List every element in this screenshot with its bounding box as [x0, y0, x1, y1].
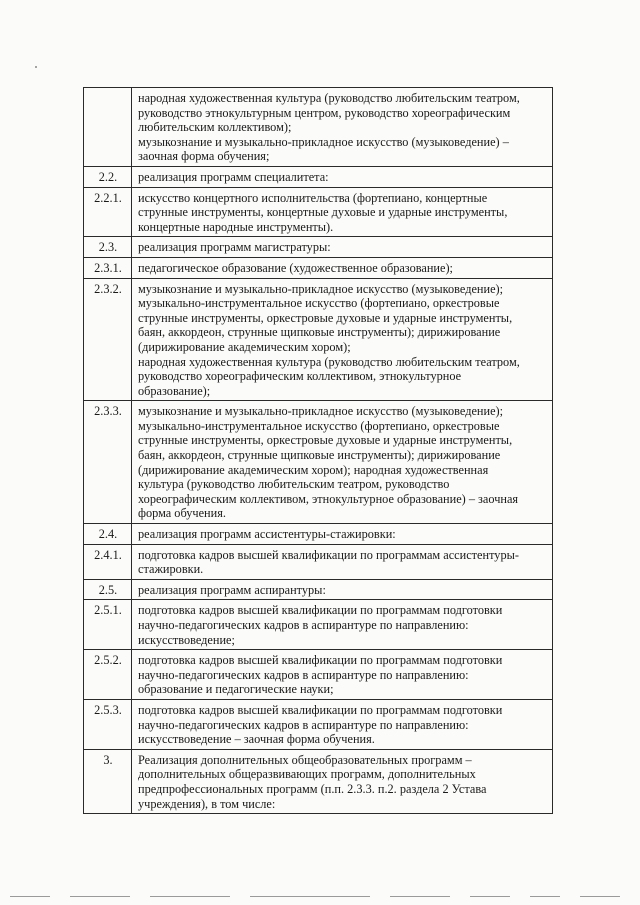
text-line: музыкознание и музыкально-прикладное искусство (музыковедение);: [138, 404, 504, 419]
text-line: учреждения), в том числе:: [138, 796, 276, 811]
row-text: [132, 237, 553, 258]
row-number: 2.3.2.: [84, 278, 132, 401]
text-line: баян, аккордеон, струнные щипковые инструменты); дирижирование: [138, 448, 501, 463]
text-line: народная художественная культура (руководство любительским театром,: [138, 91, 520, 105]
row-number: 2.3.: [84, 237, 132, 258]
text-line: дополнительных общеразвивающих программ, дополнительных: [138, 767, 476, 782]
table-row: [84, 237, 553, 258]
row-text: [132, 544, 553, 579]
row-number: 2.3.1.: [84, 257, 132, 278]
scan-bottom-edge: [0, 893, 640, 901]
row-number: 2.5.2.: [84, 650, 132, 700]
row-number: [84, 88, 132, 167]
table-row: [84, 749, 553, 813]
text-line: подготовка кадров высшей квалификации по программам ассистентуры-: [138, 547, 519, 562]
table-body: [84, 88, 553, 814]
row-text: [132, 166, 553, 187]
row-text: [132, 278, 553, 401]
table-row: [84, 88, 553, 167]
text-line: музыкально-инструментальное искусство (фортепиано, оркестровые: [138, 296, 500, 311]
text-line: образование и педагогические науки;: [138, 682, 334, 697]
text-line: (дирижирование академическим хором); народная художественная: [138, 462, 489, 477]
table-row: [84, 278, 553, 401]
text-line: форма обучения.: [138, 506, 226, 521]
text-line: подготовка кадров высшей квалификации по программам подготовки: [138, 653, 503, 668]
row-text: [132, 187, 553, 237]
row-number: 2.3.3.: [84, 401, 132, 524]
text-line: искусство концертного исполнительства (фортепиано, концертные: [138, 190, 488, 205]
row-text: [132, 650, 553, 700]
row-text: [132, 88, 553, 167]
text-line: хореографическим коллективом, этнокультурное образование) – заочная: [138, 491, 519, 506]
text-line: музыкознание и музыкально-прикладное искусство (музыковедение);: [138, 281, 504, 296]
text-line: реализация программ магистратуры:: [138, 240, 331, 255]
text-line: баян, аккордеон, струнные щипковые инструменты); дирижирование: [138, 325, 501, 340]
table-row: [84, 600, 553, 650]
scan-speck: [35, 66, 37, 68]
table-row: [84, 699, 553, 749]
row-text: [132, 524, 553, 545]
row-text: [132, 749, 553, 813]
text-line: музыкально-инструментальное искусство (фортепиано, оркестровые: [138, 418, 500, 433]
row-text: [132, 401, 553, 524]
text-line: (дирижирование академическим хором);: [138, 339, 351, 354]
row-text: [132, 600, 553, 650]
row-number: 2.4.: [84, 524, 132, 545]
text-line: образование);: [138, 383, 211, 398]
text-line: Реализация дополнительных общеобразовательных программ –: [138, 752, 472, 767]
text-line: научно-педагогических кадров в аспирантуре по направлению:: [138, 717, 469, 732]
text-line: реализация программ аспирантуры:: [138, 582, 326, 597]
text-line: руководство хореографическим коллективом, этнокультурное: [138, 369, 462, 384]
text-line: стажировки.: [138, 562, 204, 577]
text-line: концертные народные инструменты).: [138, 219, 334, 234]
table-row: [84, 579, 553, 600]
text-line: культура (руководство любительским театром, руководство: [138, 477, 450, 492]
row-number: 2.5.1.: [84, 600, 132, 650]
table-row: [84, 401, 553, 524]
text-line: струнные инструменты, оркестровые духовые и ударные инструменты,: [138, 433, 513, 448]
row-text: [132, 699, 553, 749]
document-table: [83, 87, 553, 814]
table-row: [84, 544, 553, 579]
text-line: струнные инструменты, концертные духовые и ударные инструменты,: [138, 205, 508, 220]
text-line: народная художественная культура (руководство любительским театром,: [138, 354, 520, 369]
text-line: искусствоведение;: [138, 632, 235, 647]
text-line: подготовка кадров высшей квалификации по программам подготовки: [138, 702, 503, 717]
table-row: [84, 257, 553, 278]
text-line: подготовка кадров высшей квалификации по программам подготовки: [138, 603, 503, 618]
text-line: научно-педагогических кадров в аспирантуре по направлению:: [138, 667, 469, 682]
text-line: реализация программ ассистентуры-стажировки:: [138, 527, 396, 542]
text-line: предпрофессиональных программ (п.п. 2.3.3. п.2. раздела 2 Устава: [138, 781, 487, 796]
text-line: реализация программ специалитета:: [138, 169, 329, 184]
text-line: научно-педагогических кадров в аспирантуре по направлению:: [138, 618, 469, 632]
text-line: струнные инструменты, оркестровые духовые и ударные инструменты,: [138, 310, 513, 325]
text-line: искусствоведение – заочная форма обучения.: [138, 732, 375, 747]
row-number: 2.4.1.: [84, 544, 132, 579]
text-line: руководство этнокультурным центром, руководство хореографическим: [138, 105, 511, 120]
row-text: [132, 579, 553, 600]
row-number: 2.2.: [84, 166, 132, 187]
table-row: [84, 166, 553, 187]
text-line: любительским коллективом);: [138, 120, 292, 135]
table-row: [84, 187, 553, 237]
row-number: 2.5.: [84, 579, 132, 600]
text-line: заочная форма обучения;: [138, 149, 270, 164]
row-text: [132, 257, 553, 278]
row-number: 2.2.1.: [84, 187, 132, 237]
row-number: 2.5.3.: [84, 699, 132, 749]
text-line: музыкознание и музыкально-прикладное искусство (музыковедение) –: [138, 134, 509, 149]
table-row: [84, 650, 553, 700]
table-row: [84, 524, 553, 545]
row-number: 3.: [84, 749, 132, 813]
text-line: педагогическое образование (художественное образование);: [138, 260, 453, 275]
